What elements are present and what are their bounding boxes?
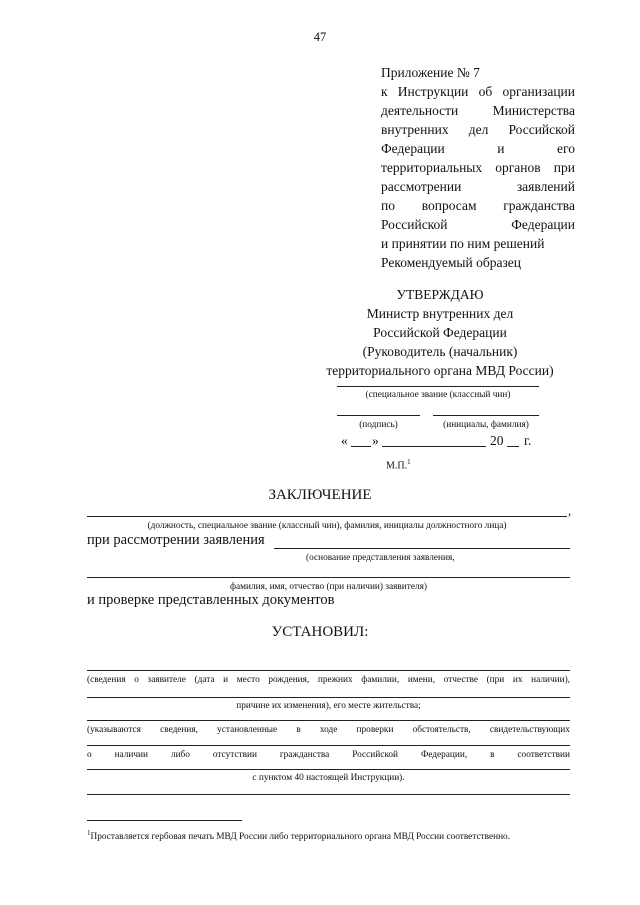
appendix-block: [381, 63, 575, 253]
facts-line-3: [87, 769, 570, 770]
appendix-line: к Инструкции об организации: [381, 84, 575, 99]
approval-line: территориального органа МВД России): [326, 363, 554, 378]
appendix-line: внутренних дел Российской: [381, 122, 575, 137]
signature-line: [337, 415, 420, 416]
signature-hint: (подпись): [359, 420, 398, 430]
facts-word: обстоятельств,: [412, 725, 471, 735]
approval-block: [300, 285, 580, 380]
applicant-info-hint: (сведения о заявителе (дата и место рождения, прежних фамилии, имени, отчестве (при их наличии),: [87, 675, 570, 685]
appendix-line: Российской Федерации: [381, 217, 575, 232]
facts-word: в: [490, 750, 495, 760]
established-title: УСТАНОВИЛ:: [271, 624, 369, 640]
footnote: [87, 827, 570, 844]
appendix-line: деятельности Министерства: [381, 103, 575, 118]
facts-word: свидетельствующих: [489, 725, 570, 735]
facts-hint-1: [87, 724, 570, 736]
date-row: [0, 431, 640, 451]
sample-label: Рекомендуемый образец: [381, 255, 522, 270]
considering-line: [274, 548, 570, 549]
facts-word: либо: [170, 750, 190, 760]
applicant-line: [87, 577, 570, 578]
basis-hint: (основание представления заявления,: [306, 553, 455, 563]
rank-line: [337, 386, 539, 387]
appendix-line: территориальных органов при: [381, 160, 575, 175]
year-prefix: 20: [490, 433, 504, 448]
facts-word: Федерации,: [420, 750, 468, 760]
considering-label: при рассмотрении заявления: [87, 532, 265, 548]
facts-word: соответствии: [517, 750, 570, 760]
facts-line-4: [87, 794, 570, 795]
appendix-line: рассмотрении заявлений: [381, 179, 575, 194]
documents-label: и проверке представленных документов: [87, 592, 335, 608]
appendix-line: Федерации и его: [381, 141, 575, 156]
conclusion-title: ЗАКЛЮЧЕНИЕ: [268, 487, 372, 503]
official-hint: (должность, специальное звание (классный чин), фамилия, инициалы должностного лица): [147, 521, 507, 531]
facts-word: отсутствии: [212, 750, 257, 760]
facts-word: Российской: [352, 750, 399, 760]
approval-title: УТВЕРЖДАЮ: [396, 287, 484, 302]
stamp-label: М.П.$^1$: [386, 458, 411, 472]
facts-word: проверки: [356, 725, 394, 735]
facts-word: о: [87, 750, 92, 760]
footnote-mark: 1: [87, 829, 91, 837]
date-quote-open: «: [341, 433, 348, 448]
appendix-title: Приложение № 7: [381, 65, 480, 80]
facts-word: сведения,: [160, 725, 198, 735]
footnote-ref: 1: [407, 458, 411, 466]
rank-hint: (специальное звание (классный чин): [365, 390, 511, 400]
applicant-hint: фамилия, имя, отчество (при наличии) заявителя): [230, 582, 427, 592]
approval-line: (Руководитель (начальник): [362, 344, 518, 359]
facts-word: ходе: [319, 725, 338, 735]
initials-line: [433, 415, 539, 416]
facts-word: наличии: [114, 750, 149, 760]
appendix-line: и принятии по ним решений: [381, 236, 545, 251]
date-quote-close: »: [372, 433, 379, 448]
facts-line-2: [87, 745, 570, 746]
year-line: [507, 446, 519, 447]
info-line-1: [87, 670, 570, 671]
approval-line: Министр внутренних дел: [366, 306, 514, 321]
year-suffix: г.: [524, 433, 532, 448]
official-line: [87, 516, 567, 517]
facts-word: (указываются: [87, 725, 141, 735]
appendix-line: по вопросам гражданства: [381, 198, 575, 213]
facts-hint-2: [87, 749, 570, 761]
facts-hint-3: с пунктом 40 настоящей Инструкции).: [252, 773, 405, 783]
facts-word: установленные: [217, 725, 278, 735]
facts-word: гражданства: [279, 750, 330, 760]
info-line-2: [87, 697, 570, 698]
facts-word: в: [296, 725, 301, 735]
month-line: [382, 446, 486, 447]
day-line: [351, 446, 371, 447]
footnote-separator: [87, 820, 242, 821]
footnote-text: Проставляется гербовая печать МВД России либо территориального органа МВД России соответственно.: [90, 832, 511, 843]
initials-hint: (инициалы, фамилия): [443, 420, 529, 430]
comma: ,: [568, 504, 572, 518]
page-number: 47: [313, 30, 327, 44]
approval-line: Российской Федерации: [373, 325, 507, 340]
applicant-info-hint-2: причине их изменения), его месте жительства;: [236, 701, 421, 711]
facts-line-1: [87, 720, 570, 721]
